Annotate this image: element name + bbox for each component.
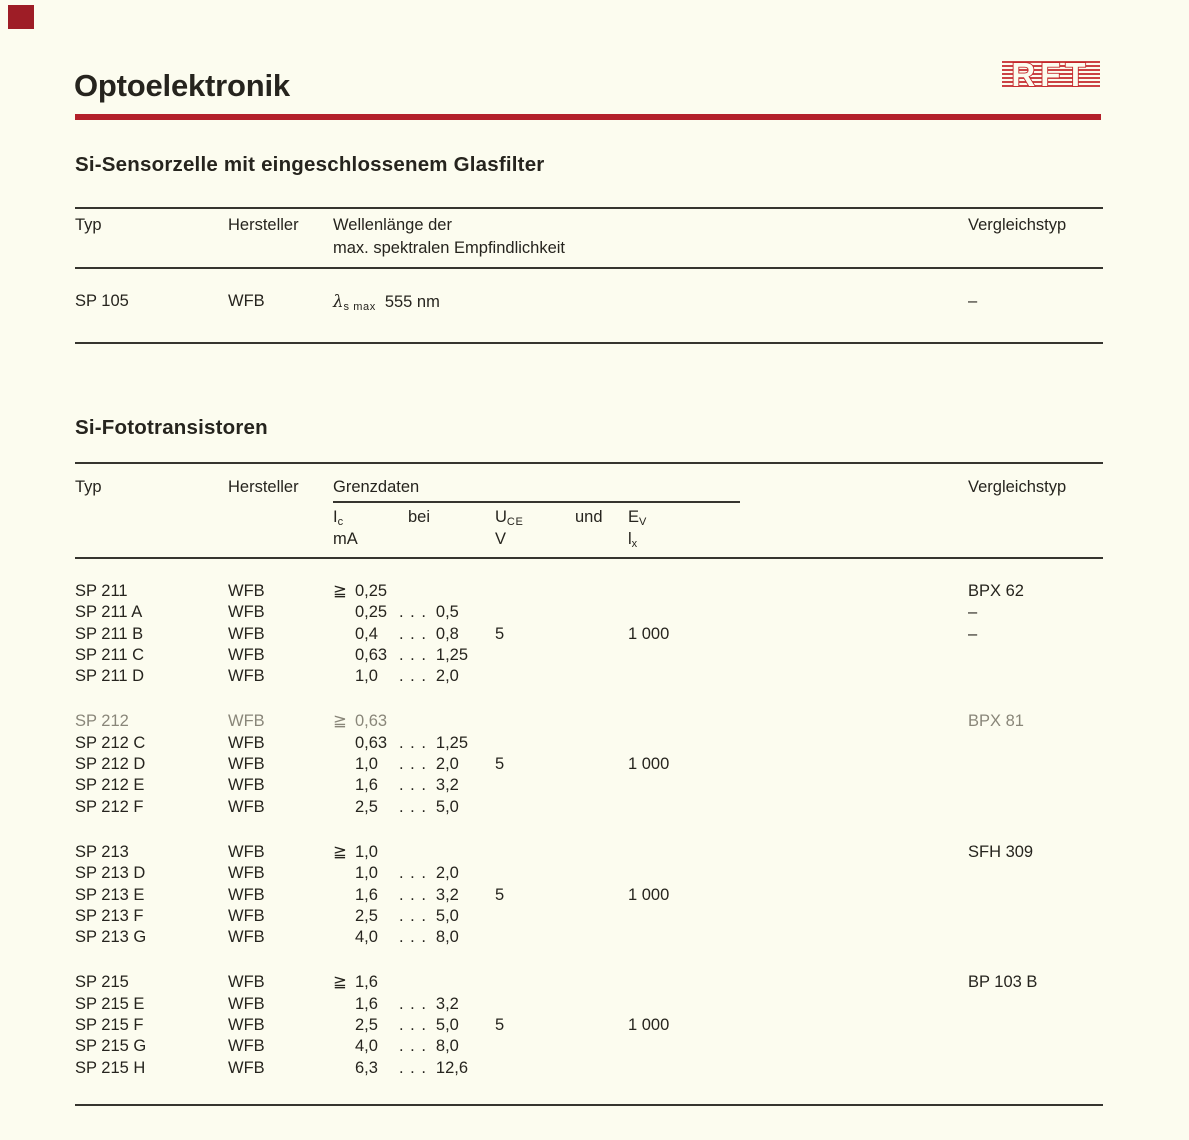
subcol-uce: $U_{CE}$: [495, 508, 524, 528]
cell-ic: 1,0 . . . 2,0: [355, 864, 459, 883]
cell-ic: 0,25 . . . 0,5: [355, 603, 459, 622]
cell-typ: SP 211 B: [75, 624, 144, 643]
cell-hersteller: WFB: [228, 645, 265, 664]
cell-hersteller: WFB: [228, 582, 265, 600]
table1-col-typ: Typ: [75, 216, 102, 234]
cell-ic: 1,6 . . . 3,2: [355, 776, 459, 795]
cell-ic: 0,4 . . . 0,8: [355, 624, 459, 643]
cell-vergleichstyp: [968, 994, 1100, 1015]
cell-ic: 0,63 . . . 1,25: [355, 733, 469, 752]
cell-vergleichstyp: [968, 1036, 1100, 1057]
cell-hersteller: WFB: [228, 667, 265, 686]
cell-hersteller: WFB: [228, 1058, 265, 1077]
cell-ic: 6,3 . . . 12,6: [355, 1058, 469, 1077]
cell-vergleichstyp: [968, 754, 1100, 775]
table-row: [75, 1015, 1103, 1036]
rft-logo-text: RFT: [1011, 56, 1091, 93]
table-row: [75, 797, 1103, 818]
table1-col-hersteller: Hersteller: [228, 216, 299, 234]
table2-col-vergleichstyp: Vergleichstyp: [968, 478, 1067, 496]
cell-vergleichstyp: [968, 906, 1100, 927]
cell-typ: SP 215: [75, 973, 129, 992]
cell-vergleichstyp: [968, 775, 1100, 796]
cell-ev: 1 000: [628, 624, 670, 643]
cell-ev: [628, 711, 968, 732]
cell-typ: SP 213 D: [75, 864, 146, 883]
cell-hersteller: WFB: [228, 842, 265, 861]
greater-equal-symbol: ≧: [333, 973, 347, 992]
table1-bottom-rule: [75, 342, 1103, 344]
cell-uce: [495, 711, 628, 732]
lambda-symbol: λ: [333, 292, 344, 311]
cell-ev: 1 000: [628, 1016, 670, 1035]
table1-cell-vergleichstyp: –: [968, 292, 978, 310]
table-row: [75, 994, 1103, 1015]
subcol-uce-unit: V: [495, 530, 507, 548]
cell-hersteller: WFB: [228, 1037, 265, 1056]
table1-cell-hersteller: WFB: [228, 292, 265, 310]
lambda-subscript: s max: [343, 301, 376, 313]
cell-vergleichstyp: BPX 62: [968, 582, 1024, 600]
cell-vergleichstyp: [968, 666, 1100, 687]
cell-hersteller: WFB: [228, 603, 265, 622]
fototransistoren-rows: [75, 581, 1103, 1103]
table2-top-rule: [75, 462, 1103, 464]
cell-ev: [628, 972, 968, 993]
subcol-ev: $E_V$: [628, 508, 647, 528]
cell-vergleichstyp: [968, 797, 1100, 818]
cell-ev: 1 000: [628, 885, 670, 904]
cell-typ: SP 213 E: [75, 885, 145, 904]
cell-ic: 2,5 . . . 5,0: [355, 1016, 459, 1035]
cell-hersteller: WFB: [228, 733, 265, 752]
cell-typ: SP 211: [75, 582, 128, 600]
cell-ic: ≧ 1,6: [333, 972, 495, 993]
greater-equal-symbol: ≧: [333, 712, 347, 731]
cell-typ: SP 215 F: [75, 1016, 144, 1035]
rft-logo-icon: [1000, 52, 1102, 98]
page-corner-tab: [8, 5, 34, 29]
cell-hersteller: WFB: [228, 864, 265, 883]
subcol-ic: $I_c$: [333, 508, 344, 528]
cell-typ: SP 215 G: [75, 1037, 147, 1056]
row-group: [75, 972, 1103, 1078]
cell-ic: ≧ 0,63: [333, 711, 495, 732]
cell-vergleichstyp: BPX 81: [968, 712, 1024, 731]
subcol-ev-unit: $l_x$: [628, 530, 638, 550]
section1-heading: Si-Sensorzelle mit eingeschlossenem Glasfilter: [75, 153, 545, 176]
cell-hersteller: WFB: [228, 776, 265, 795]
cell-ic: 4,0 . . . 8,0: [355, 1037, 459, 1056]
table1-cell-wellenlaenge: [333, 292, 440, 313]
wavelength-value: 555 nm: [384, 293, 440, 311]
cell-ev: [628, 927, 968, 948]
cell-typ: SP 213 G: [75, 928, 147, 947]
cell-uce: [495, 581, 628, 602]
cell-vergleichstyp: [968, 1015, 1100, 1036]
row-group: [75, 581, 1103, 687]
cell-vergleichstyp: [968, 1058, 1100, 1079]
cell-typ: SP 211 D: [75, 667, 145, 686]
cell-ic: 2,5 . . . 5,0: [355, 906, 459, 925]
cell-ev: [628, 994, 968, 1015]
cell-hersteller: WFB: [228, 928, 265, 947]
cell-typ: SP 213: [75, 842, 129, 861]
cell-uce: [495, 994, 628, 1015]
cell-ev: [628, 863, 968, 884]
cell-ic: ≧ 0,25: [333, 581, 495, 602]
cell-hersteller: WFB: [228, 712, 265, 731]
cell-ev: [628, 906, 968, 927]
table-row: [75, 842, 1103, 863]
cell-hersteller: WFB: [228, 1016, 265, 1035]
cell-ic: 4,0 . . . 8,0: [355, 928, 459, 947]
table-row: [75, 885, 1103, 906]
table1-top-rule: [75, 207, 1103, 209]
cell-typ: SP 212: [75, 712, 129, 731]
title-red-rule: [75, 114, 1101, 120]
table1-cell-typ: SP 105: [75, 292, 129, 310]
table-row: [75, 645, 1103, 666]
row-group: [75, 711, 1103, 817]
cell-ic: 1,0 . . . 2,0: [355, 755, 459, 774]
table-row: [75, 775, 1103, 796]
cell-vergleichstyp: [968, 885, 1100, 906]
cell-uce: 5: [495, 624, 505, 643]
table-row: [75, 733, 1103, 754]
cell-uce: 5: [495, 885, 505, 904]
cell-ev: [628, 842, 968, 863]
cell-ev: [628, 797, 968, 818]
cell-uce: [495, 733, 628, 754]
page-title: Optoelektronik: [74, 68, 290, 103]
cell-ev: [628, 602, 968, 623]
cell-ic: 2,5 . . . 5,0: [355, 797, 459, 816]
section2-heading: Si-Fototransistoren: [75, 416, 268, 439]
cell-typ: SP 213 F: [75, 906, 144, 925]
cell-hersteller: WFB: [228, 885, 265, 904]
cell-typ: SP 215 H: [75, 1058, 146, 1077]
cell-ev: [628, 733, 968, 754]
cell-uce: [495, 797, 628, 818]
table2-col-typ: Typ: [75, 478, 102, 496]
cell-uce: [495, 1058, 628, 1079]
cell-uce: [495, 906, 628, 927]
cell-uce: [495, 927, 628, 948]
cell-hersteller: WFB: [228, 797, 265, 816]
subcol-und: und: [575, 508, 603, 526]
table2-col-hersteller: Hersteller: [228, 478, 299, 496]
cell-uce: [495, 645, 628, 666]
table1-col-vergleichstyp: Vergleichstyp: [968, 216, 1067, 234]
table-row: [75, 906, 1103, 927]
table-row: [75, 711, 1103, 732]
cell-uce: [495, 972, 628, 993]
cell-ev: [628, 775, 968, 796]
cell-ic: ≧ 1,0: [333, 842, 495, 863]
cell-uce: [495, 666, 628, 687]
cell-typ: SP 212 C: [75, 733, 146, 752]
cell-typ: SP 212 F: [75, 797, 144, 816]
greater-equal-symbol: ≧: [333, 842, 347, 861]
table2-col-grenzdaten: Grenzdaten: [333, 478, 420, 496]
cell-uce: [495, 1036, 628, 1057]
table-row: [75, 624, 1103, 645]
cell-ev: [628, 666, 968, 687]
table1-header-rule: [75, 267, 1103, 269]
table-row: [75, 1036, 1103, 1057]
cell-vergleichstyp: –: [968, 603, 978, 622]
cell-hersteller: WFB: [228, 624, 265, 643]
cell-uce: [495, 863, 628, 884]
cell-hersteller: WFB: [228, 973, 265, 992]
greater-equal-symbol: ≧: [333, 582, 347, 600]
table-row: [75, 972, 1103, 993]
cell-vergleichstyp: BP 103 B: [968, 973, 1038, 992]
cell-ev: 1 000: [628, 755, 670, 774]
cell-vergleichstyp: –: [968, 624, 978, 643]
cell-vergleichstyp: [968, 645, 1100, 666]
subcol-ic-unit: mA: [333, 530, 358, 548]
table1-col-param-line1: Wellenlänge der: [333, 216, 452, 234]
cell-uce: 5: [495, 755, 505, 774]
cell-uce: [495, 602, 628, 623]
cell-uce: [495, 775, 628, 796]
cell-uce: 5: [495, 1016, 505, 1035]
cell-ev: [628, 1036, 968, 1057]
cell-vergleichstyp: [968, 927, 1100, 948]
cell-typ: SP 212 E: [75, 776, 145, 795]
cell-hersteller: WFB: [228, 755, 265, 774]
cell-uce: [495, 842, 628, 863]
table-row: [75, 754, 1103, 775]
table-row: [75, 666, 1103, 687]
table-row: [75, 863, 1103, 884]
page-bottom-rule: [75, 1104, 1103, 1106]
cell-vergleichstyp: [968, 863, 1100, 884]
cell-hersteller: WFB: [228, 906, 265, 925]
cell-typ: SP 212 D: [75, 755, 146, 774]
table1-col-param-line2: max. spektralen Empfindlichkeit: [333, 239, 566, 257]
table-row: [75, 927, 1103, 948]
cell-ic: 1,0 . . . 2,0: [355, 667, 459, 686]
subcol-bei: bei: [408, 508, 431, 526]
row-group: [75, 842, 1103, 948]
cell-ic: 1,6 . . . 3,2: [355, 885, 459, 904]
grenzdaten-underline: [333, 501, 740, 503]
cell-typ: SP 215 E: [75, 994, 145, 1013]
table-row: [75, 602, 1103, 623]
cell-ic: 0,63 . . . 1,25: [355, 645, 469, 664]
cell-hersteller: WFB: [228, 994, 265, 1013]
table2-header-rule: [75, 557, 1103, 559]
table-row: [75, 1058, 1103, 1079]
cell-typ: SP 211 C: [75, 645, 145, 664]
cell-typ: SP 211 A: [75, 603, 143, 622]
table-row: [75, 581, 1103, 602]
cell-vergleichstyp: SFH 309: [968, 842, 1034, 861]
cell-ev: [628, 581, 968, 602]
cell-ev: [628, 1058, 968, 1079]
cell-ev: [628, 645, 968, 666]
cell-vergleichstyp: [968, 733, 1100, 754]
cell-ic: 1,6 . . . 3,2: [355, 994, 459, 1013]
